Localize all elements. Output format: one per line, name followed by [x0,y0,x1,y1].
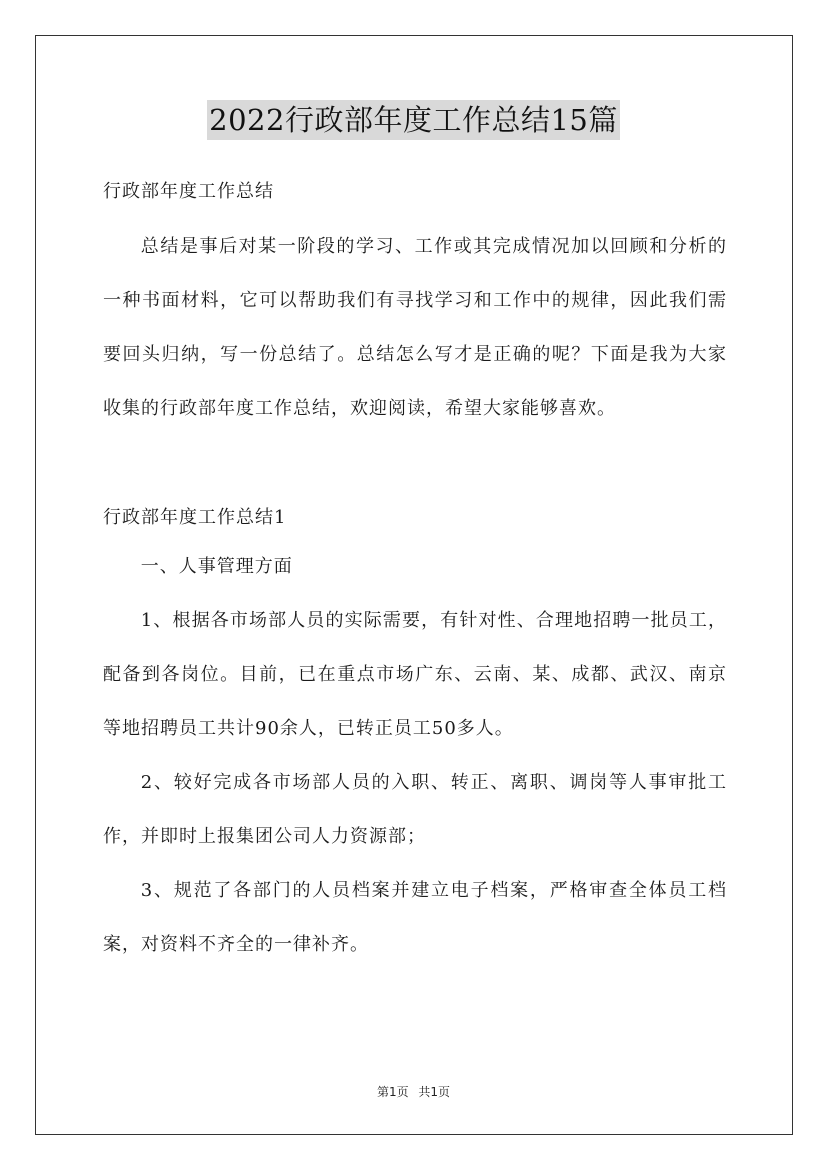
total-pages: 共1页 [418,1085,451,1099]
sub-heading[interactable]: 一、人事管理方面 [140,556,293,577]
intro-paragraph[interactable]: 总结是事后对某一阶段的学习、工作或其完成情况加以回顾和分析的一种书面材料，它可以帮助我们有寻找学习和工作中的规律，因此我们需要回头归纳，写一份总结了。总结怎么写才是正确的呢？下面是我为大家收集的行政部年度工作总结，欢迎阅读，希望大家能够喜欢。 [103,236,727,419]
list-item[interactable]: 1、根据各市场部人员的实际需要，有针对性、合理地招聘一批员工，配备到各岗位。目前，已在重点市场广东、云南、某、成都、武汉、南京等地招聘员工共计90余人，已转正员工50多人。 [103,610,727,739]
page-number: 第1页 [376,1085,409,1099]
list-item[interactable]: 3、规范了各部门的人员档案并建立电子档案，严格审查全体员工档案，对资料不齐全的一律补齐。 [103,880,727,955]
document-title[interactable]: 2022行政部年度工作总结15篇 [207,100,620,140]
intro-heading[interactable]: 行政部年度工作总结 [103,181,274,202]
spacer [103,436,727,496]
section-heading[interactable]: 行政部年度工作总结1 [103,507,287,528]
document-body [103,170,727,972]
page-footer [0,1083,827,1100]
list-item[interactable]: 2、较好完成各市场部人员的入职、转正、离职、调岗等人事审批工作，并即时上报集团公司人力资源部； [103,772,727,847]
title-container [0,100,827,140]
